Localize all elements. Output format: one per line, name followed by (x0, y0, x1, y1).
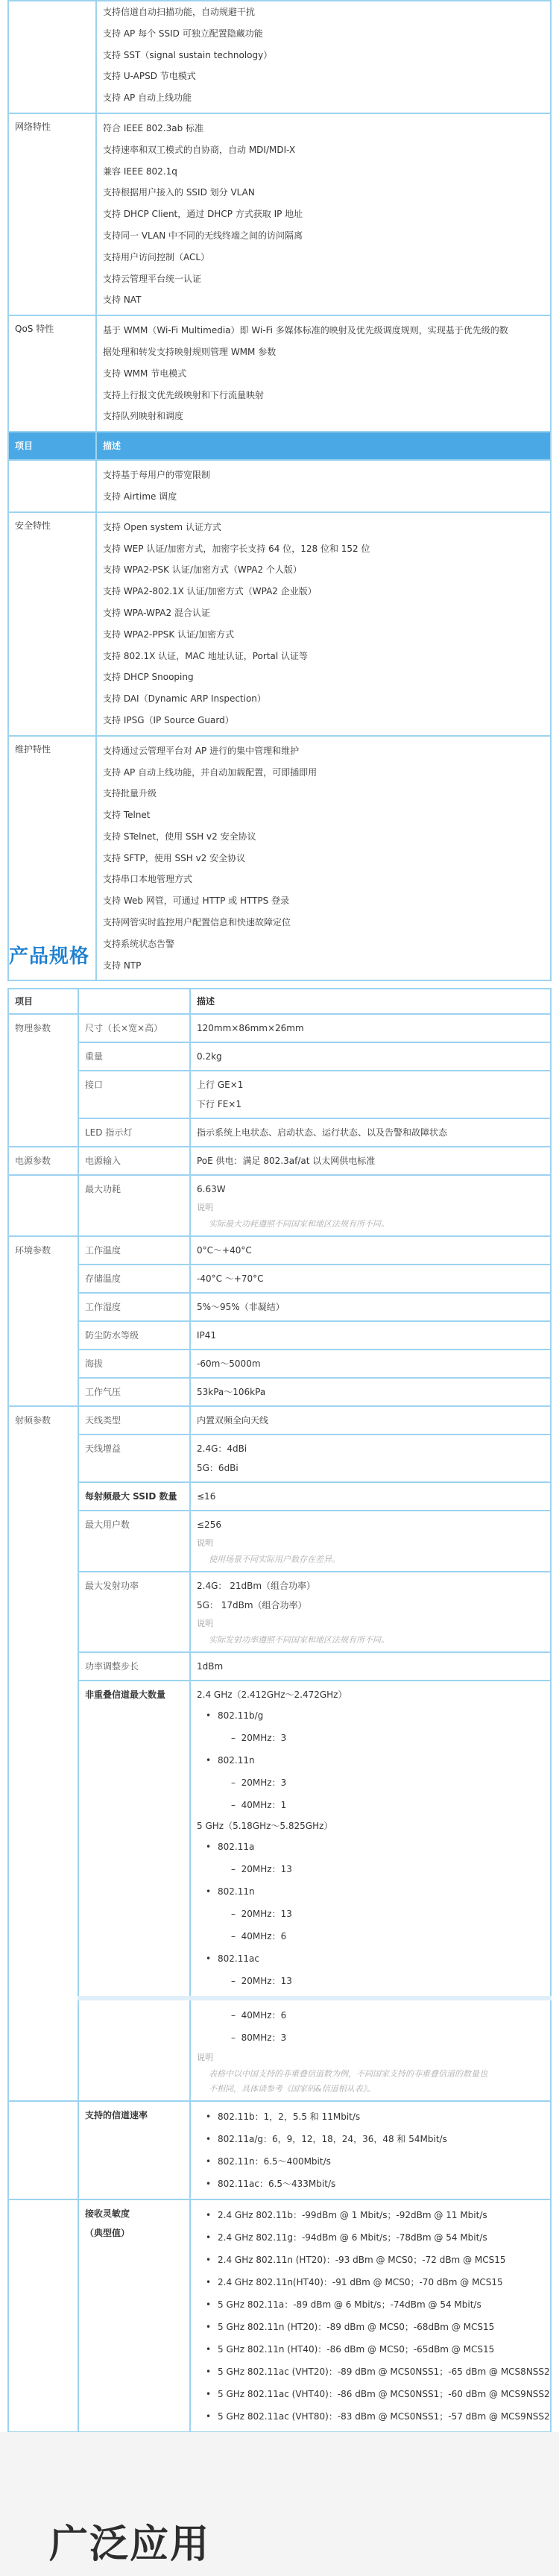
param-label: 电源输入 (85, 1156, 121, 1166)
category-label: 电源参数 (15, 1156, 51, 1166)
param-value: ≤16 (197, 1491, 216, 1502)
param-value: 5G： 17dBm（组合功率） (197, 1600, 307, 1610)
table-row (8, 1482, 551, 1511)
feature-line: 支持 WEP 认证/加密方式，加密字长支持 64 位，128 位和 152 位 (103, 543, 370, 554)
feature-line: 支持批量升级 (103, 788, 157, 799)
header-cell: 项目 (8, 989, 78, 1014)
table-row (8, 2199, 551, 2432)
header-cell: 描述 (96, 432, 551, 460)
param-label: 接收灵敏度 (85, 2208, 130, 2219)
feature-line: 支持 WPA-WPA2 混合认证 (103, 607, 210, 618)
value-cell (190, 1321, 551, 1350)
param-cell (78, 1147, 190, 1175)
param-label: 功率调整步长 (85, 1661, 139, 1672)
sub-item-text: 40MHz：6 (241, 1931, 287, 1942)
category-label: 网络特性 (15, 121, 51, 132)
feature-line: 支持网管实时监控用户配置信息和快速故障定位 (103, 917, 291, 928)
param-cell (78, 1293, 190, 1321)
list-item: • 802.11b：1，2，5.5 和 11Mbit/s (206, 2106, 544, 2128)
feature-line: 支持速率和双工模式的自协商，自动 MDI/MDI-X (103, 144, 296, 155)
feature-line: 支持通过云管理平台对 AP 进行的集中管理和维护 (103, 745, 300, 756)
feature-line: 支持 SFTP，使用 SSH v2 安全协议 (103, 852, 246, 863)
desc-cell (96, 1, 551, 113)
feature-line: 支持 NTP (103, 960, 142, 971)
header-cell (78, 989, 190, 1014)
table-row (8, 1071, 551, 1118)
list-item: • 802.11ac (206, 1947, 544, 1970)
note-title: 说明 (197, 2053, 213, 2062)
param-cell (78, 1572, 190, 1652)
list-item: • 802.11a (206, 1836, 544, 1858)
param-value: -60m～5000m (197, 1358, 261, 1369)
feature-line: 支持 WPA2-802.1X 认证/加密方式（WPA2 企业版） (103, 586, 317, 597)
param-cell (78, 1350, 190, 1378)
param-value: 53kPa～106kPa (197, 1387, 266, 1397)
param-label: 天线类型 (85, 1415, 121, 1426)
note-title: 说明 (197, 1203, 213, 1212)
feature-line: 支持串口本地管理方式 (103, 874, 193, 885)
param-label: 天线增益 (85, 1443, 121, 1454)
category-cell (8, 1406, 78, 2101)
feature-line: 基于 WMM（Wi-Fi Multimedia）即 Wi-Fi 多媒体标准的映射及优先级调度规则，实现基于优先级的数 (103, 325, 508, 336)
value-cell (190, 1378, 551, 1406)
desc-cell (96, 460, 551, 512)
sub-item: – 80MHz：3 (231, 2032, 287, 2043)
note-title: 说明 (197, 1619, 213, 1628)
rate-list (197, 2106, 544, 2195)
table-header-row (8, 432, 551, 460)
value-cell (190, 1998, 551, 2101)
value-cell (190, 1406, 551, 1435)
feature-line: 支持队列映射和调度 (103, 411, 184, 422)
feature-line: 支持 DHCP Client，通过 DHCP 方式获取 IP 地址 (103, 209, 303, 220)
sub-item-text: 40MHz：1 (241, 1800, 287, 1810)
param-label: 防尘防水等级 (85, 1330, 139, 1341)
param-cell (78, 1482, 190, 1511)
param-label: 最大功耗 (85, 1184, 121, 1194)
feature-line: 支持 IPSG（IP Source Guard） (103, 714, 234, 725)
list-item: • 802.11ac：6.5～433Mbit/s (206, 2173, 544, 2195)
table-row (8, 1511, 551, 1572)
feature-line: 支持基于每用户的带宽限制 (103, 470, 211, 481)
param-value: 2.4G： 21dBm（组合功率） (197, 1581, 316, 1591)
param-cell (78, 1071, 190, 1118)
sub-item: – 20MHz：13 (231, 1976, 292, 1986)
param-value: 5%～95%（非凝结） (197, 1302, 285, 1312)
param-value: 下行 FE×1 (197, 1099, 241, 1109)
table-row (8, 1293, 551, 1321)
list-item: • 2.4 GHz 802.11n (HT20)：-93 dBm @ MCS0；-72 dBm @ MCS15 (206, 2249, 544, 2271)
param-value: 0.2kg (197, 1051, 222, 1062)
category-cell (8, 2101, 78, 2199)
value-cell (190, 1265, 551, 1293)
list-item: • 5 GHz 802.11ac (VHT40)：-86 dBm @ MCS0NSS1；-60 dBm @ MCS9NSS2 (206, 2383, 544, 2405)
table-row (8, 1118, 551, 1147)
category-label: QoS 特性 (15, 324, 54, 335)
sub-item: – 20MHz：13 (231, 1909, 292, 1919)
sensitivity-list (197, 2204, 550, 2428)
param-value: 6.63W (197, 1184, 226, 1194)
table-row (8, 1406, 551, 1435)
sub-item: – 40MHz：6 (231, 1931, 287, 1942)
param-label: 工作温度 (85, 1245, 121, 1256)
sub-item: – 40MHz：6 (231, 2010, 287, 2021)
table-row-continued (8, 1998, 551, 2101)
table-row (8, 512, 551, 736)
channel-list (197, 1947, 544, 1970)
list-item: • 802.11n (206, 1880, 544, 1903)
list-item: • 802.11a/g：6，9，12，18，24，36，48 和 54Mbit/s (206, 2128, 544, 2150)
param-value: 1dBm (197, 1661, 224, 1672)
category-cell (8, 113, 96, 315)
feature-line: 支持 DAI（Dynamic ARP Inspection） (103, 693, 266, 705)
value-cell (190, 1071, 551, 1118)
param-label: 接口 (85, 1080, 104, 1090)
value-cell (190, 1236, 551, 1265)
param-label: 存储温度 (85, 1273, 121, 1284)
table-row (8, 1236, 551, 1265)
param-label: 最大用户数 (85, 1520, 130, 1530)
feature-line: 支持根据用户接入的 SSID 划分 VLAN (103, 187, 255, 198)
category-label: 维护特性 (15, 743, 51, 755)
feature-line: 兼容 IEEE 802.1q (103, 166, 177, 177)
section-title: 产品规格 (9, 945, 90, 968)
value-cell (190, 1118, 551, 1147)
param-value: ≤256 (197, 1520, 221, 1530)
feature-line: 支持用户访问控制（ACL） (103, 251, 210, 262)
list-item: • 2.4 GHz 802.11n(HT40)：-91 dBm @ MCS0；-70 dBm @ MCS15 (206, 2271, 544, 2293)
param-cell (78, 1118, 190, 1147)
list-item: • 5 GHz 802.11n (HT20)：-89 dBm @ MCS0；-68dBm @ MCS15 (206, 2316, 544, 2338)
param-cell (78, 1435, 190, 1482)
category-label: 安全特性 (15, 520, 51, 531)
feature-line: 支持 U-APSD 节电模式 (103, 71, 196, 82)
param-cell (78, 1014, 190, 1042)
table-row (8, 1681, 551, 1998)
header-cell: 项目 (8, 432, 96, 460)
param-cell (78, 1236, 190, 1265)
param-label: 最大发射功率 (85, 1581, 139, 1591)
feature-line: 支持 AP 每个 SSID 可独立配置隐藏功能 (103, 28, 263, 39)
value-cell (190, 1681, 551, 1998)
feature-line: 支持同一 VLAN 中不同的无线终端之间的访问隔离 (103, 230, 303, 241)
list-item: • 802.11n (206, 1749, 544, 1772)
sub-item-text: 40MHz：6 (241, 2010, 287, 2021)
category-cell (8, 2199, 78, 2432)
param-cell (78, 1406, 190, 1435)
note-text: 表格中以中国支持的非重叠信道数为例，不同国家支持的非重叠信道的数量也 (209, 2069, 487, 2079)
sub-item: – 20MHz：3 (231, 1777, 287, 1788)
param-value: PoE 供电：满足 802.3af/at 以太网供电标准 (197, 1156, 376, 1166)
feature-line: 支持 802.1X 认证，MAC 地址认证，Portal 认证等 (103, 650, 309, 661)
param-value: 上行 GE×1 (197, 1080, 244, 1090)
param-cell (78, 2101, 190, 2199)
table-row (8, 1014, 551, 1042)
value-cell (190, 1652, 551, 1681)
list-item: • 5 GHz 802.11a：-89 dBm @ 6 Mbit/s；-74dBm @ 54 Mbit/s (206, 2293, 544, 2316)
table-row (8, 1572, 551, 1652)
list-item: • 802.11b/g (206, 1704, 544, 1727)
param-label: 尺寸（长×宽×高） (85, 1023, 163, 1033)
table-row (8, 460, 551, 512)
desc-cell (96, 512, 551, 736)
value-cell (190, 1293, 551, 1321)
feature-line: 符合 IEEE 802.3ab 标准 (103, 122, 204, 133)
feature-table (7, 0, 552, 981)
header-cell: 描述 (190, 989, 551, 1014)
table-row (8, 1378, 551, 1406)
param-cell (78, 1321, 190, 1350)
feature-line: 支持 Open system 认证方式 (103, 521, 221, 532)
category-cell (8, 1147, 78, 1175)
param-label: 重量 (85, 1051, 104, 1062)
param-label: 工作湿度 (85, 1302, 121, 1312)
value-cell (190, 1147, 551, 1175)
category-cell (8, 315, 96, 432)
feature-line: 支持云管理平台统一认证 (103, 273, 202, 284)
param-value: IP41 (197, 1330, 217, 1341)
sub-item-text: 20MHz：13 (241, 1909, 292, 1919)
table-row (8, 1321, 551, 1350)
feature-line: 支持 NAT (103, 295, 142, 306)
param-cell (78, 1652, 190, 1681)
note-text: 不相同，具体请参考《国家码&信道相从表》。 (209, 2084, 376, 2094)
list-item: • 802.11n：6.5～400Mbit/s (206, 2150, 544, 2173)
param-value: 0°C～+40°C (197, 1245, 252, 1256)
list-item: • 2.4 GHz 802.11b：-99dBm @ 1 Mbit/s；-92dBm @ 11 Mbit/s (206, 2204, 544, 2226)
value-cell (190, 1042, 551, 1071)
category-label: 射频参数 (15, 1415, 51, 1426)
desc-cell (96, 315, 551, 432)
list-item: • 5 GHz 802.11ac (VHT80)：-83 dBm @ MCS0NSS1；-57 dBm @ MCS9NSS2 (206, 2405, 544, 2428)
param-value: 5G：6dBi (197, 1463, 239, 1473)
sub-item-text: 20MHz：13 (241, 1976, 292, 1986)
table-row (8, 1350, 551, 1378)
param-cell (78, 1378, 190, 1406)
feature-line: 支持 AP 自动上线功能，并自动加载配置，可即插即用 (103, 766, 318, 778)
sub-item: – 20MHz：3 (231, 1733, 287, 1743)
table-row (8, 113, 551, 315)
list-item: • 2.4 GHz 802.11g：-94dBm @ 6 Mbit/s；-78dBm @ 54 Mbit/s (206, 2226, 544, 2249)
feature-line: 支持 WPA2-PSK 认证/加密方式（WPA2 个人版） (103, 564, 302, 576)
value-cell (190, 2199, 551, 2432)
note-text: 实际发射功率遵照不同国家和地区法规有所不同。 (209, 1635, 389, 1645)
param-label: 支持的信道速率 (85, 2110, 148, 2120)
feature-line: 支持 Telnet (103, 810, 151, 821)
feature-line: 支持 WMM 节电模式 (103, 368, 187, 379)
value-cell (190, 1435, 551, 1482)
table-row (8, 1042, 551, 1071)
sub-item-text: 20MHz：3 (241, 1733, 287, 1743)
table-row (8, 1265, 551, 1293)
value-cell (190, 1482, 551, 1511)
param-cell (78, 1265, 190, 1293)
category-cell (8, 512, 96, 736)
applications-title: 广泛应用 (49, 2522, 211, 2567)
feature-line: 支持 WPA2-PPSK 认证/加密方式 (103, 629, 235, 640)
table-row (8, 315, 551, 432)
spec-table (7, 988, 552, 2433)
category-label: 环境参数 (15, 1245, 51, 1256)
feature-line: 支持 SST（signal sustain technology） (103, 49, 273, 60)
feature-line: 支持 Web 网管，可通过 HTTP 或 HTTPS 登录 (103, 895, 290, 907)
category-cell (8, 1236, 78, 1406)
table-row (8, 1652, 551, 1681)
table-row (8, 1147, 551, 1175)
param-value: 120mm×86mm×26mm (197, 1023, 304, 1033)
list-item: • 5 GHz 802.11n (HT40)：-86 dBm @ MCS0；-65dBm @ MCS15 (206, 2338, 544, 2361)
value-cell (190, 2101, 551, 2199)
feature-line: 支持上行报文优先级映射和下行流量映射 (103, 389, 265, 400)
value-cell (190, 1350, 551, 1378)
param-label: （典型值） (85, 2228, 130, 2238)
feature-line: 支持 STelnet，使用 SSH v2 安全协议 (103, 831, 256, 842)
band-title: 2.4 GHz（2.412GHz～2.472GHz） (197, 1689, 347, 1700)
channel-list (197, 1749, 544, 1772)
table-row (8, 1435, 551, 1482)
param-value: 2.4G：4dBi (197, 1443, 247, 1454)
value-cell (190, 1572, 551, 1652)
desc-cell (96, 736, 551, 981)
category-cell (8, 1, 96, 113)
table-row (8, 736, 551, 981)
value-cell (190, 1175, 551, 1236)
feature-line: 支持 DHCP Snooping (103, 672, 194, 683)
channel-list (197, 1880, 544, 1903)
table-row (8, 1, 551, 113)
table-header-row (8, 989, 551, 1014)
param-cell (78, 2199, 190, 2432)
value-cell (190, 1511, 551, 1572)
feature-line: 据处理和转发支持映射规则管理 WMM 参数 (103, 346, 277, 357)
sub-item-text: 20MHz：13 (241, 1864, 292, 1874)
feature-line: 支持 AP 自动上线功能 (103, 92, 192, 104)
sub-item: – 40MHz：1 (231, 1800, 287, 1810)
table-row (8, 1175, 551, 1236)
param-value: -40°C ～+70°C (197, 1273, 264, 1284)
param-label: 非重叠信道最大数量 (85, 1689, 166, 1700)
param-cell (78, 1681, 190, 1998)
table-row (8, 2101, 551, 2199)
value-cell (190, 1014, 551, 1042)
sub-item-text: 80MHz：3 (241, 2032, 287, 2043)
note-text: 实际最大功耗遵照不同国家和地区法规有所不同。 (209, 1219, 389, 1229)
band-title: 5 GHz（5.18GHz～5.825GHz） (197, 1821, 333, 1831)
note-title: 说明 (197, 1538, 213, 1548)
feature-line: 支持 Airtime 调度 (103, 491, 177, 502)
category-label: 物理参数 (15, 1023, 51, 1033)
param-label: 工作气压 (85, 1387, 121, 1397)
category-cell (8, 1175, 78, 1236)
param-cell (78, 1511, 190, 1572)
param-cell (78, 1042, 190, 1071)
channel-list (197, 1836, 544, 1858)
param-cell (78, 1175, 190, 1236)
param-cell (78, 1998, 190, 2101)
param-value: 指示系统上电状态、启动状态、运行状态、以及告警和故障状态 (197, 1127, 448, 1138)
category-cell (8, 1014, 78, 1147)
param-label: 海拔 (85, 1358, 104, 1369)
channel-list (197, 1704, 544, 1727)
param-label: LED 指示灯 (85, 1127, 133, 1138)
feature-line: 支持系统状态告警 (103, 938, 175, 949)
param-label: 每射频最大 SSID 数量 (85, 1491, 177, 1502)
param-value: 内置双频全向天线 (197, 1415, 269, 1426)
category-cell (8, 460, 96, 512)
list-item: • 5 GHz 802.11ac (VHT20)：-89 dBm @ MCS0NSS1；-65 dBm @ MCS8NSS2 (206, 2361, 544, 2383)
desc-cell (96, 113, 551, 315)
note-text: 使用场景不同实际用户数存在差异。 (209, 1555, 340, 1564)
feature-line: 支持信道自动扫描功能，自动规避干扰 (103, 7, 256, 17)
sub-item-text: 20MHz：3 (241, 1777, 287, 1788)
sub-item: – 20MHz：13 (231, 1864, 292, 1874)
